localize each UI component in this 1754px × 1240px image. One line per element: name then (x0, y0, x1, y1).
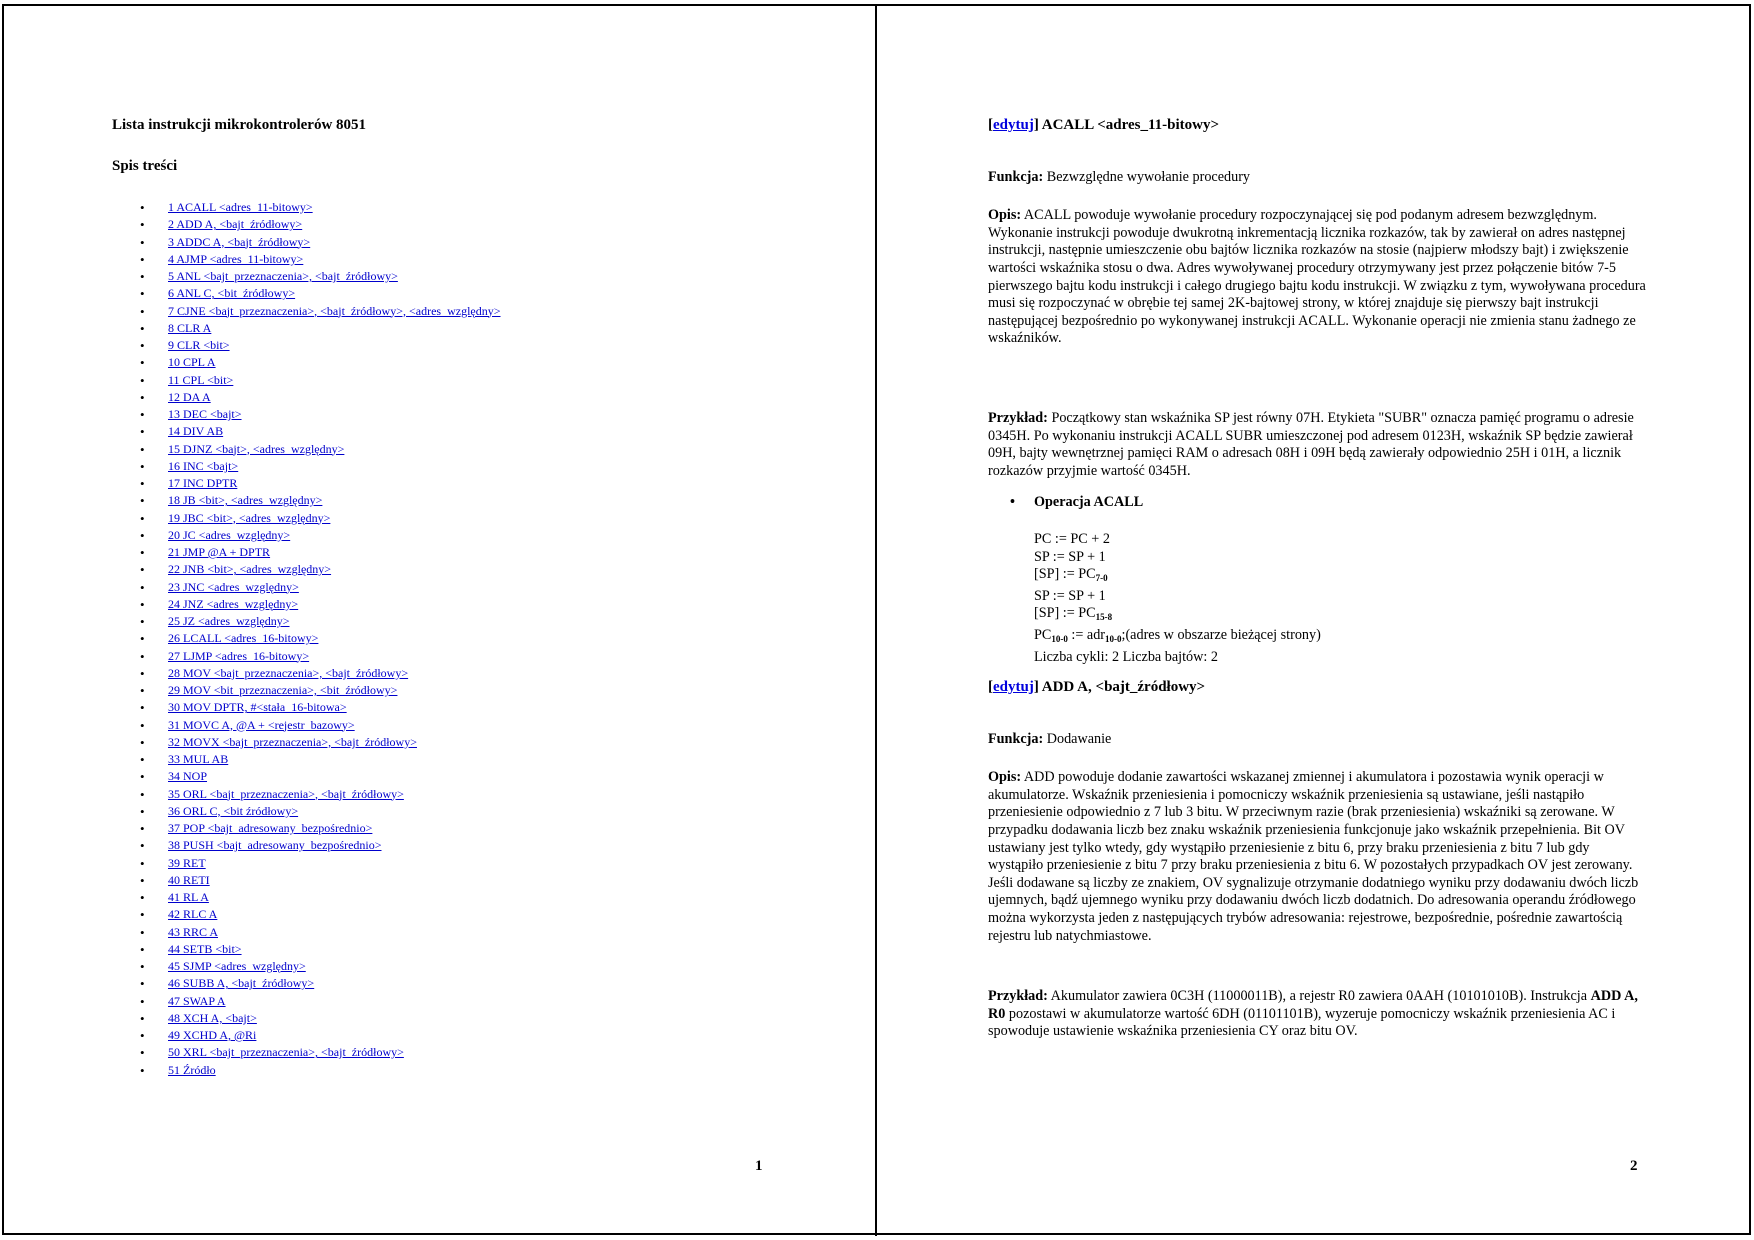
toc-link[interactable]: 14 DIV AB (168, 424, 224, 439)
bullet-icon: • (140, 924, 145, 940)
toc-link[interactable]: 48 XCH A, <bajt> (168, 1010, 257, 1025)
toc-item (112, 561, 501, 578)
toc-link[interactable]: 49 XCHD A, @Ri (168, 1028, 257, 1042)
section-heading-acall: [edytuj] ACALL <adres_11-bitowy> (988, 117, 1220, 133)
bullet-icon: • (140, 803, 145, 819)
example-label: Przykład: (988, 410, 1048, 427)
op-line: PC := PC + 2 (1034, 531, 1110, 547)
toc-item (112, 458, 501, 475)
toc-heading: Spis treści (112, 158, 178, 174)
bullet-icon: • (140, 769, 145, 785)
bullet-icon: • (140, 200, 145, 215)
bullet-icon: • (140, 338, 145, 353)
example-text: Początkowy stan wskaźnika SP jest równy 07H. Etykieta "SUBR" oznacza pamięć programu o adresie 0345H. Po wykonaniu instrukcji ACALL SUBR umieszczonej pod adresem 0123H, wskaźnik SP będzie zawierał 09H, bajty wewnętrznej pamięci RAM o adresach 08H i 09H będą zawierały odpowiednio 25H i 01H, a licznik rozkazów przyjmie wartość 0345H. (988, 410, 1634, 479)
toc-item (112, 820, 501, 837)
bullet-icon: • (140, 545, 145, 560)
toc-item (112, 423, 501, 440)
toc-item (112, 906, 501, 923)
toc-item (112, 665, 501, 682)
toc-link[interactable]: 28 MOV <bajt_przeznaczenia>, <bajt_źródłowy> (168, 665, 409, 680)
bullet-icon: • (140, 734, 145, 750)
toc-link[interactable]: 20 JC <adres_względny> (168, 527, 291, 542)
toc-link[interactable]: 50 XRL <bajt_przeznaczenia>, <bajt_źródłowy> (168, 1045, 404, 1060)
toc-item (112, 872, 501, 889)
toc-item (112, 234, 501, 251)
toc-item (112, 682, 501, 699)
toc-item (112, 389, 501, 406)
toc-link[interactable]: 8 CLR A (168, 320, 212, 335)
bullet-icon: • (140, 441, 145, 457)
toc-item (112, 337, 501, 354)
edit-link-add[interactable]: edytuj (993, 679, 1034, 695)
op-text: [SP] := PC (1034, 605, 1096, 622)
toc-item (112, 837, 501, 854)
toc-link[interactable]: 43 RRC A (168, 924, 219, 939)
toc-link[interactable]: 3 ADDC A, <bajt_źródłowy> (168, 234, 311, 249)
toc-link[interactable]: 19 JBC <bit>, <adres_względny> (168, 510, 331, 525)
example-label: Przykład: (988, 988, 1048, 1005)
example-text: pozostawi w akumulatorze wartość 6DH (01101101B), wyzeruje pomocniczy wskaźnik przeniesienia AC i spowoduje ustawienie wskaźnika przeniesienia CY oraz bitu OV. (988, 1005, 1616, 1040)
bullet-icon: • (140, 527, 145, 543)
example-text: Akumulator zawiera 0C3H (11000011B), a rejestr R0 zawiera 0AAH (10101010B). Instrukcja (1050, 988, 1591, 1005)
toc-link[interactable]: 39 RET (168, 855, 206, 870)
toc-link[interactable]: 41 RL A (168, 890, 209, 904)
bullet-icon: • (140, 251, 145, 267)
toc-link[interactable]: 2 ADD A, <bajt_źródłowy> (168, 217, 303, 232)
toc-item (112, 544, 501, 561)
op-text: ;(adres w obszarze bieżącej strony) (1121, 626, 1321, 643)
function-label: Funkcja: (988, 169, 1044, 186)
toc-link[interactable]: 36 ORL C, <bit źródłowy> (168, 803, 299, 818)
bullet-icon: • (140, 976, 145, 992)
toc-link[interactable]: 17 INC DPTR (168, 476, 238, 490)
toc-link[interactable]: 35 ORL <bajt_przeznaczenia>, <bajt_źródłowy> (168, 786, 404, 801)
toc-link[interactable]: 11 CPL <bit> (168, 372, 234, 387)
bullet-icon: • (140, 217, 145, 233)
toc-item (112, 303, 501, 320)
toc-item (112, 354, 501, 371)
toc-link[interactable]: 47 SWAP A (168, 993, 226, 1008)
bullet-icon: • (140, 1045, 145, 1061)
toc-link[interactable]: 4 AJMP <adres_11-bitowy> (168, 251, 304, 266)
edit-link-acall[interactable]: edytuj (993, 117, 1034, 133)
toc-item (112, 527, 501, 544)
toc-link[interactable]: 37 POP <bajt_adresowany_bezpośrednio> (168, 821, 373, 835)
description-label: Opis: (988, 769, 1022, 786)
toc-item (112, 768, 501, 785)
toc-link[interactable]: 44 SETB <bit> (168, 941, 242, 956)
bullet-icon: • (140, 1062, 145, 1078)
toc-item (112, 648, 501, 665)
toc-link[interactable]: 27 LJMP <adres_16-bitowy> (168, 648, 310, 663)
toc-link[interactable]: 1 ACALL <adres_11-bitowy> (168, 200, 313, 214)
bullet-icon: • (140, 562, 145, 578)
bullet-icon: • (140, 907, 145, 923)
description-text: ACALL powoduje wywołanie procedury rozpoczynającej się pod podanym adresem bezwzględnym. Wykonanie instrukcji powoduje dwukrotną inkrementacją licznika rozkazów, tak by zawierał on adres następnej instrukcji, następnie umieszczenie obu bajtów licznika rozkazów na stosie (najpierw młodszy bajt) i zwiększenie wartości wskaźnika stosu o dwa. Adres wywoływanej procedury otrzymywany jest przez połączenie bitów 7-5 pierwszego bajtu kodu instrukcji i całego drugiego bajtu kodu instrukcji. W związku z tym, wywoływana procedura musi się rozpoczynać w obrębie tej samej 2K-bajtowej strony, w której znajduje się pierwszy bajt instrukcji następującej bezpośrednio po wykonywanej instrukcji ACALL. Wykonanie operacji nie zmienia stanu żadnego ze wskaźników. (988, 207, 1646, 347)
page-1 (4, 4, 875, 1236)
bullet-icon: • (140, 476, 145, 491)
bullet-icon: • (140, 838, 145, 854)
bullet-icon: • (140, 631, 145, 647)
bullet-icon: • (1010, 494, 1015, 510)
function-line-acall (988, 169, 1648, 187)
bullet-icon: • (140, 872, 145, 888)
toc-item (112, 613, 501, 630)
bullet-icon: • (140, 786, 145, 802)
description-add (988, 769, 1648, 945)
toc-item (112, 958, 501, 975)
toc-link[interactable]: 7 CJNE <bajt_przeznaczenia>, <bajt_źródłowy>, <adres_względny> (168, 303, 501, 318)
page-number: 2 (1630, 1158, 1638, 1174)
toc-link[interactable]: 33 MUL AB (168, 752, 229, 766)
toc-item (112, 268, 501, 285)
bullet-icon: • (140, 1028, 145, 1043)
op-line (1034, 627, 1321, 649)
example-add (988, 988, 1648, 1041)
toc-item (112, 251, 501, 268)
toc-link[interactable]: 12 DA A (168, 389, 211, 404)
bullet-icon: • (140, 424, 145, 440)
op-line (1034, 566, 1321, 588)
function-line-add (988, 731, 1648, 749)
example-instruction: ADD A, R0 (988, 988, 1638, 1022)
toc-item (112, 924, 501, 941)
toc-link[interactable]: 38 PUSH <bajt_adresowany_bezpośrednio> (168, 838, 382, 853)
toc-link[interactable]: 22 JNB <bit>, <adres_względny> (168, 562, 332, 577)
toc-item (112, 406, 501, 423)
toc-link[interactable]: 18 JB <bit>, <adres_względny> (168, 493, 323, 508)
op-line: SP := SP + 1 (1034, 548, 1106, 565)
toc-link[interactable]: 30 MOV DPTR, #<stała_16-bitowa> (168, 700, 347, 715)
toc-item (112, 889, 501, 906)
table-of-contents (112, 199, 501, 1079)
toc-item (112, 216, 501, 233)
bullet-icon: • (140, 959, 145, 974)
toc-link[interactable]: 5 ANL <bajt_przeznaczenia>, <bajt_źródłowy> (168, 269, 398, 283)
op-subscript: 10-0 (1051, 633, 1068, 644)
toc-link[interactable]: 24 JNZ <adres_względny> (168, 596, 299, 611)
op-subscript: 7-0 (1095, 573, 1108, 584)
toc-item (112, 492, 501, 509)
toc-item (112, 1044, 501, 1061)
toc-link[interactable]: 32 MOVX <bajt_przeznaczenia>, <bajt_źródłowy> (168, 734, 417, 749)
toc-item (112, 1010, 501, 1027)
toc-link[interactable]: 23 JNC <adres_względny> (168, 579, 299, 594)
toc-link[interactable]: 29 MOV <bit_przeznaczenia>, <bit_źródłowy> (168, 683, 398, 697)
toc-item (112, 855, 501, 872)
bullet-icon: • (140, 579, 145, 595)
bullet-icon: • (140, 614, 145, 629)
toc-link[interactable]: 10 CPL A (168, 355, 216, 370)
toc-item (112, 1062, 501, 1079)
section-title: ACALL <adres_11-bitowy> (1041, 117, 1220, 133)
toc-item (112, 751, 501, 768)
toc-link[interactable]: 13 DEC <bajt> (168, 407, 242, 421)
op-line: Liczba cykli: 2 Liczba bajtów: 2 (1034, 648, 1218, 665)
bullet-icon: • (140, 941, 145, 957)
bullet-icon: • (140, 596, 145, 612)
bullet-icon: • (140, 372, 145, 388)
section-heading-add: [edytuj] ADD A, <bajt_źródłowy> (988, 679, 1206, 695)
op-text: := adr (1067, 626, 1106, 643)
bullet-icon: • (140, 648, 145, 664)
description-label: Opis: (988, 207, 1022, 224)
toc-item (112, 803, 501, 820)
bullet-icon: • (140, 234, 145, 250)
toc-item (112, 1027, 501, 1044)
page-2 (877, 4, 1751, 1236)
toc-link[interactable]: 16 INC <bajt> (168, 458, 239, 473)
page-number: 1 (755, 1158, 763, 1174)
bullet-icon: • (140, 303, 145, 319)
toc-item (112, 372, 501, 389)
description-acall (988, 207, 1648, 348)
document-title: Lista instrukcji mikrokontrolerów 8051 (112, 117, 367, 133)
toc-link[interactable]: 34 NOP (168, 769, 208, 784)
toc-item (112, 717, 501, 734)
bullet-icon: • (140, 1010, 145, 1026)
toc-item (112, 975, 501, 992)
toc-link[interactable]: 21 JMP @A + DPTR (168, 545, 271, 559)
operation-label: Operacja ACALL (1034, 494, 1144, 510)
toc-link[interactable]: 6 ANL C, <bit_źródłowy> (168, 286, 296, 301)
bullet-icon: • (140, 700, 145, 716)
toc-item (112, 941, 501, 958)
operation-item (1010, 494, 1143, 511)
bullet-icon: • (140, 458, 145, 474)
op-text: PC (1034, 626, 1052, 643)
toc-link[interactable]: 46 SUBB A, <bajt_źródłowy> (168, 976, 315, 991)
function-text: Bezwzględne wywołanie procedury (1046, 169, 1251, 186)
toc-item (112, 441, 501, 458)
toc-link[interactable]: 40 RETI (168, 872, 210, 887)
toc-item (112, 786, 501, 803)
bullet-icon: • (140, 717, 145, 733)
operation-list (1010, 494, 1143, 511)
bullet-icon: • (140, 683, 145, 698)
toc-item (112, 320, 501, 337)
toc-link[interactable]: 45 SJMP <adres_względny> (168, 959, 306, 973)
bullet-icon: • (140, 855, 145, 871)
toc-item (112, 579, 501, 596)
bullet-icon: • (140, 355, 145, 371)
bullet-icon: • (140, 890, 145, 905)
bullet-icon: • (140, 286, 145, 302)
toc-item (112, 285, 501, 302)
operation-pseudocode (1034, 531, 1321, 666)
bullet-icon: • (140, 389, 145, 405)
function-text: Dodawanie (1046, 731, 1112, 748)
op-line: SP := SP + 1 (1034, 587, 1106, 604)
toc-link[interactable]: 31 MOVC A, @A + <rejestr_bazowy> (168, 717, 355, 732)
bullet-icon: • (140, 320, 145, 336)
toc-item (112, 993, 501, 1010)
toc-item (112, 734, 501, 751)
toc-item (112, 475, 501, 492)
op-line (1034, 605, 1321, 627)
bullet-icon: • (140, 665, 145, 681)
bullet-icon: • (140, 493, 145, 509)
bullet-icon: • (140, 510, 145, 526)
op-subscript: 15-8 (1095, 612, 1113, 623)
bullet-icon: • (140, 993, 145, 1009)
toc-link[interactable]: 51 Źródło (168, 1062, 216, 1077)
bullet-icon: • (140, 269, 145, 284)
function-label: Funkcja: (988, 731, 1044, 748)
bullet-icon: • (140, 752, 145, 767)
toc-item (112, 699, 501, 716)
bullet-icon: • (140, 821, 145, 836)
op-subscript: 10-0 (1105, 633, 1122, 644)
toc-item (112, 199, 501, 216)
description-text: ADD powoduje dodanie zawartości wskazanej zmiennej i akumulatora i pozostawia wynik operacji w akumulatorze. Wskaźnik przeniesienia i pomocniczy wskaźnik przeniesienia są ustawiane, jeśli nastąpiło przeniesienie odpowiednio z 7 lub 3 bitu. W przeciwnym razie (brak przeniesienia) wskaźniki są zerowane. W przypadku dodawania liczb bez znaku wskaźnik przeniesienia funkcjonuje jako wskaźnik przepełnienia. Bit OV ustawiany jest tylko wtedy, gdy wystąpiło przeniesienie z bitu 6, przy braku przeniesienia z bitu 7 lub gdy wystąpiło przeniesienie z bitu 7 przy braku przeniesienia z bitu 6. W pozostałych przypadkach OV jest zerowany. Jeśli dodawane są liczby ze znakiem, OV sygnalizuje otrzymanie dodatniego wyniku przy dodawaniu dwóch liczb ujemnych, bądź ujemnego wyniku przy dodawaniu dwóch liczb dodatnich. Do adresowania operandu źródłowego można wykorzysta jeden z następujących trybów adresowania: rejestrowe, bezpośrednie, pośrednie zawartością rejestru lub natychmiastowe. (988, 769, 1639, 944)
toc-link[interactable]: 15 DJNZ <bajt>, <adres_względny> (168, 441, 345, 456)
toc-item (112, 630, 501, 647)
op-text: [SP] := PC (1034, 566, 1096, 583)
example-acall (988, 410, 1648, 480)
toc-link[interactable]: 26 LCALL <adres_16-bitowy> (168, 631, 319, 646)
toc-item (112, 510, 501, 527)
bullet-icon: • (140, 407, 145, 422)
section-title: ADD A, <bajt_źródłowy> (1041, 679, 1206, 695)
toc-link[interactable]: 42 RLC A (168, 907, 218, 922)
toc-item (112, 596, 501, 613)
toc-link[interactable]: 25 JZ <adres_względny> (168, 614, 290, 628)
toc-link[interactable]: 9 CLR <bit> (168, 338, 230, 352)
